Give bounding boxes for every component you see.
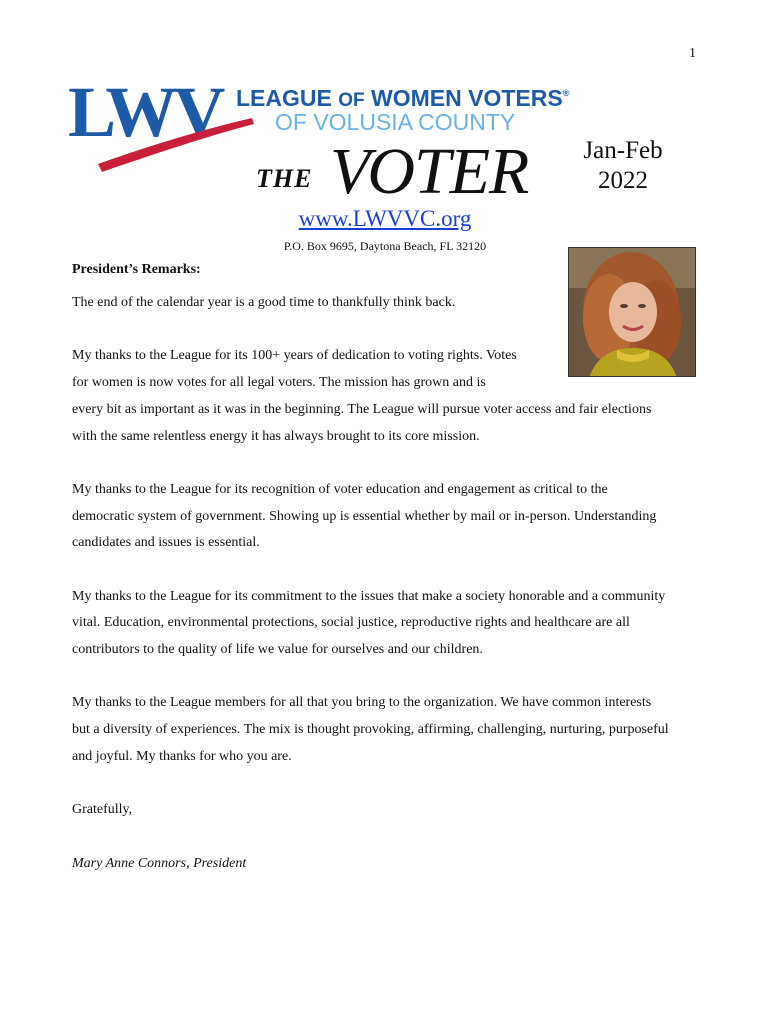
masthead-the: THE: [256, 164, 313, 193]
logo-line1-of: OF: [338, 90, 365, 111]
paragraph-voting-rights-line2: for women is now votes for all legal voters. The mission has grown and is: [72, 375, 486, 391]
president-remarks: [72, 290, 672, 904]
signature: Mary Anne Connors, President: [72, 855, 247, 871]
website-link[interactable]: www.LWVVC.org: [298, 206, 472, 231]
svg-text:LEAGUE OF WOMEN VOTERS®: [236, 85, 570, 111]
paragraph-voting-rights-rest: every bit as important as it was in the beginning. The League will pursue voter access and fair elections with the same relentless energy it has always brought to its core mission.: [72, 401, 652, 444]
paragraph-intro: The end of the calendar year is a good time to thankfully think back.: [72, 295, 456, 310]
paragraph-members: My thanks to the League members for all that you bring to the organization. We have common interests but a diversity of experiences. The mix is thought provoking, affirming, challenging, nurturing, purposeful and joyful. My thanks for who you are.: [72, 695, 669, 764]
issue-date: [578, 136, 668, 196]
paragraph-voter-education: My thanks to the League for its recognition of voter education and engagement as critical to the democratic system of government. Showing up is essential whether by mail or in-person. Understanding candidates and issues is essential.: [72, 481, 657, 551]
paragraph-voting-rights-line1: My thanks to the League for its 100+ years of dedication to voting rights. Votes: [72, 348, 517, 364]
page-number: 1: [689, 46, 696, 61]
issue-year: 2022: [598, 167, 648, 194]
issue-month: Jan-Feb: [583, 137, 663, 164]
logo-line1-a: LEAGUE: [236, 85, 339, 111]
logo-mark: LWV: [68, 78, 222, 152]
paragraph-voting-rights: [72, 343, 672, 450]
paragraph-issues: My thanks to the League for its commitment to the issues that make a society honorable and a community vital. Education, environmental protections, social justice, reproductive rights and healthcare are all contributors to the quality of life we value for ourselves and our children.: [72, 588, 666, 658]
logo-registered: ®: [562, 88, 570, 98]
logo-line1-b: WOMEN VOTERS: [364, 85, 563, 111]
mailing-address: P.O. Box 9695, Daytona Beach, FL 32120: [283, 239, 487, 253]
section-title: President’s Remarks:: [72, 262, 201, 277]
logo-line2: OF VOLUSIA COUNTY: [275, 109, 516, 135]
masthead-title: VOTER: [330, 135, 529, 208]
closing: Gratefully,: [72, 802, 133, 818]
